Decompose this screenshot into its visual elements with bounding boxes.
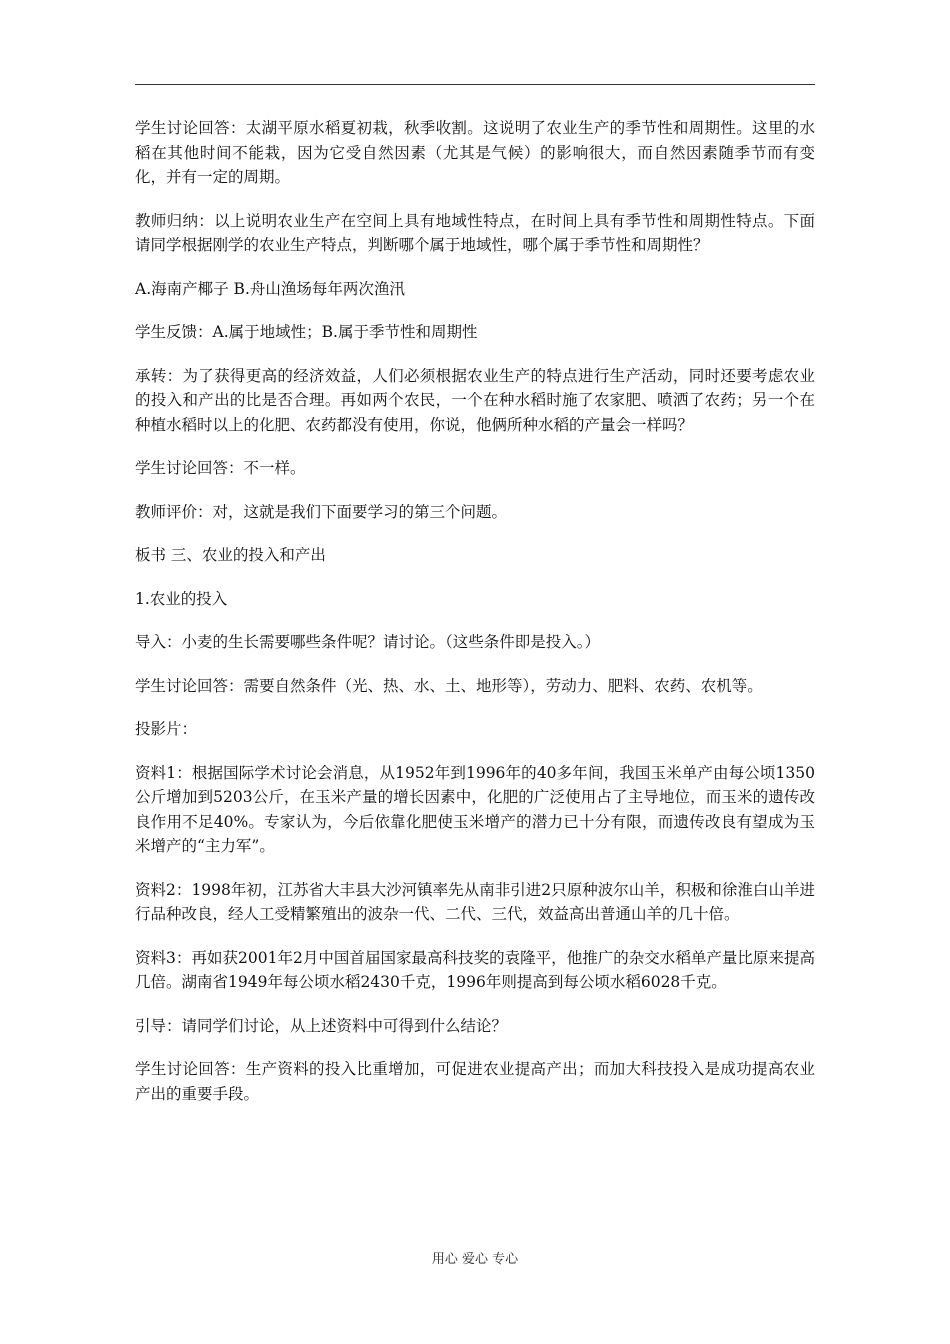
page-footer: 用心 爱心 专心 [431,1252,519,1267]
paragraph: 学生讨论回答：太湖平原水稻夏初栽，秋季收割。这说明了农业生产的季节性和周期性。这里的水稻在其他时间不能栽，因为它受自然因素（尤其是气候）的影响很大，而自然因素随季节而有变化，并有一定的周期。 [135,119,815,186]
paragraph: 教师归纳：以上说明农业生产在空间上具有地域性特点，在时间上具有季节性和周期性特点。下面请同学根据刚学的农业生产特点，判断哪个属于地域性，哪个属于季节性和周期性？ [135,211,815,254]
subsection-heading: 1.农业的投入 [135,589,228,608]
paragraph: 教师评价：对，这就是我们下面要学习的第三个问题。 [135,502,508,521]
paragraph: 资料1：根据国际学术讨论会消息，从1952年到1996年的40多年间，我国玉米单产由每公顷1350公斤增加到5203公斤，在玉米产量的增长因素中，化肥的广泛使用占了主导地位，而玉米的遗传改良作用不足40%。专家认为，今后依靠化肥使玉米增产的潜力已十分有限，而遗传改良有望成为玉米增产的“主力军”。 [135,763,815,855]
paragraph: 承转：为了获得更高的经济效益，人们必须根据农业生产的特点进行生产活动，同时还要考虑农业的投入和产出的比是否合理。再如两个农民，一个在种水稻时施了农家肥、喷洒了农药；另一个在种植水稻时以上的化肥、农药都没有使用，你说，他俩所种水稻的产量会一样吗？ [135,366,815,434]
paragraph: 学生讨论回答：需要自然条件（光、热、水、土、地形等），劳动力、肥料、农药、农机等。 [135,676,763,695]
paragraph: 引导：请同学们讨论，从上述资料中可得到什么结论？ [135,1016,508,1035]
paragraph: 资料3：再如获2001年2月中国首届国家最高科技奖的袁隆平，他推广的杂交水稻单产量比原来提高几倍。湖南省1949年每公顷水稻2430千克，1996年则提高到每公顷水稻6028千克。 [135,948,815,991]
paragraph: 导入：小麦的生长需要哪些条件呢？请讨论。（这些条件即是投入。） [135,633,601,651]
document-body [135,116,815,1125]
header-rule [135,84,815,85]
paragraph: 资料2：1998年初，江苏省大丰县大沙河镇率先从南非引进2只原种波尔山羊，积极和徐淮白山羊进行品种改良，经人工受精繁殖出的波杂一代、二代、三代，效益高出普通山羊的几十倍。 [135,880,815,923]
paragraph: A.海南产椰子 B.舟山渔场每年两次渔汛 [135,279,405,298]
paragraph: 投影片： [135,720,198,738]
paragraph: 学生讨论回答：不一样。 [135,459,306,477]
section-heading: 板书 三、农业的投入和产出 [135,546,326,564]
paragraph: 学生讨论回答：生产资料的投入比重增加，可促进农业提高产出；而加大科技投入是成功提高农业产出的重要手段。 [135,1060,815,1103]
paragraph: 学生反馈：A.属于地域性；B.属于季节性和周期性 [135,323,478,341]
